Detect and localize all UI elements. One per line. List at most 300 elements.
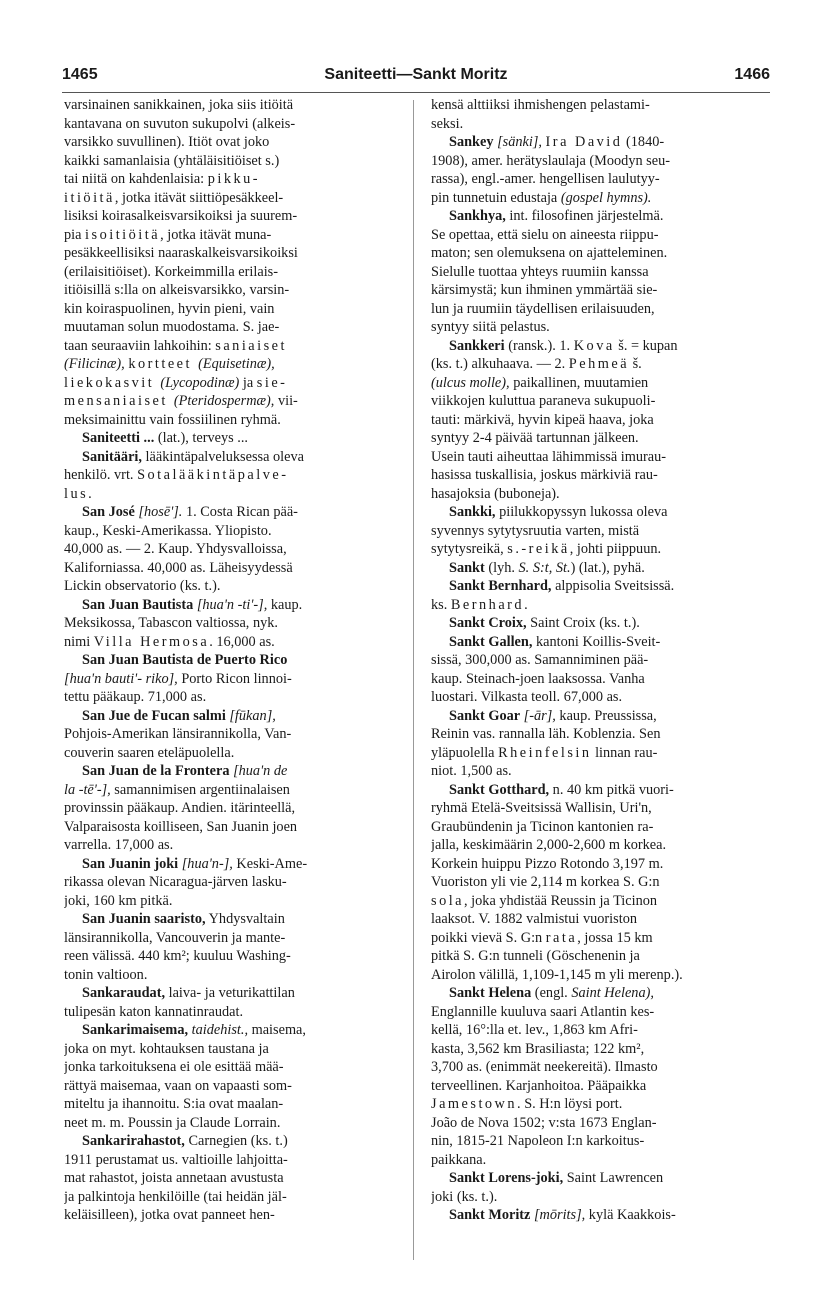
text-segment: neet m. m. Poussin ja Claude Lorrain. xyxy=(64,1114,281,1131)
text-segment: hasajoksia (buboneja). xyxy=(431,485,560,502)
text-segment: [hua'n-], xyxy=(178,855,233,872)
text-segment: kylä Kaakkois- xyxy=(585,1207,676,1223)
text-line xyxy=(431,96,765,115)
text-segment: taan seuraaviin lahkoihin: xyxy=(64,337,216,354)
text-segment: tauti: märkivä, hyvin kipeä haava, joka xyxy=(431,411,654,428)
text-segment: varsinainen sanikkainen, joka siis itiöitä xyxy=(64,97,294,113)
text-segment: rikassa olevan Nicaragua-järven lasku- xyxy=(64,874,287,890)
text-line xyxy=(64,392,398,411)
text-segment: keläisilleen), jotka ovat panneet hen- xyxy=(64,1207,275,1223)
text-line xyxy=(64,688,398,707)
text-line xyxy=(64,1169,398,1188)
page-number-right: 1466 xyxy=(734,66,770,83)
text-segment: Sielulle tuottaa yhteys ruumiin kanssa xyxy=(431,263,649,280)
text-segment: luostari. Vilkasta teoll. 67,000 as. xyxy=(431,689,623,705)
text-segment: varrella. 17,000 as. xyxy=(64,837,174,853)
text-line xyxy=(431,725,765,744)
text-segment: vii- xyxy=(274,393,298,409)
text-line xyxy=(64,1151,398,1170)
text-segment: 40,000 as. — 2. Kaup. Yhdysvalloissa, xyxy=(64,541,287,557)
text-line xyxy=(64,818,398,837)
entry-headword: San Juanin joki xyxy=(82,855,179,872)
text-segment: tulipesän katon kannatinraudat. xyxy=(64,1003,244,1020)
text-line xyxy=(431,1206,765,1225)
text-line xyxy=(64,762,398,781)
text-segment: paikallinen, muutamien xyxy=(509,374,649,391)
text-line xyxy=(64,448,398,467)
text-line xyxy=(431,207,765,226)
text-line xyxy=(64,485,398,504)
text-line xyxy=(431,1077,765,1096)
text-line xyxy=(431,374,765,393)
text-line xyxy=(431,892,765,911)
text-line xyxy=(64,781,398,800)
text-line xyxy=(64,799,398,818)
text-line xyxy=(64,966,398,985)
entry-headword: Sankt Moritz xyxy=(449,1207,531,1223)
text-segment: [mōrits], xyxy=(530,1207,586,1223)
entry-headword: Sankt Gotthard, xyxy=(449,781,550,798)
text-segment: Vuoriston yli vie 2,114 m korkea S. G:n xyxy=(431,874,660,890)
text-segment: lus. xyxy=(64,485,95,502)
text-line xyxy=(431,300,765,319)
text-line xyxy=(64,1021,398,1040)
text-line xyxy=(64,1077,398,1096)
text-segment: couverin saaren eteläpuolella. xyxy=(64,744,235,761)
text-line xyxy=(64,577,398,596)
text-segment: nin, 1815-21 Napoleon I:n karkoitus- xyxy=(431,1133,645,1149)
text-line xyxy=(64,207,398,226)
text-segment: , jotka itävät muna- xyxy=(160,226,272,243)
entry-headword: Sankt Gallen, xyxy=(449,633,533,650)
text-segment: maton; sen olemuksena on ajatteleminen. xyxy=(431,245,668,261)
text-line xyxy=(431,947,765,966)
text-segment: Ira David xyxy=(545,134,623,150)
text-segment: Yhdysvaltain xyxy=(205,911,285,927)
text-segment: Keski-Ame- xyxy=(232,855,308,872)
text-segment: provinssin pääkaup. Andien. itärinteellä, xyxy=(64,800,296,816)
text-line xyxy=(431,1132,765,1151)
text-segment: . 16,000 as. xyxy=(209,633,275,650)
text-line xyxy=(64,355,398,374)
text-line xyxy=(431,318,765,337)
text-segment: [hua'n de xyxy=(229,763,288,779)
text-line xyxy=(431,152,765,171)
text-segment: , joka yhdistää Reussin ja Ticinon xyxy=(464,892,658,909)
text-segment: Rheinfelsin xyxy=(498,744,592,761)
text-line xyxy=(431,1169,765,1188)
text-segment: kellä, 16°:lla et. lev., 1,863 km Afri- xyxy=(431,1022,638,1038)
text-segment: Reinin vas. rannalla läh. Koblenzia. Sen xyxy=(431,726,661,742)
text-segment: saniaiset xyxy=(215,337,287,354)
text-segment: Kaliforniassa. 40,000 as. Läheisyydessä xyxy=(64,559,293,576)
text-line xyxy=(431,744,765,763)
text-segment: kasta, 3,562 km Brasiliasta; 122 km², xyxy=(431,1040,645,1057)
text-line xyxy=(431,984,765,1003)
text-line xyxy=(431,355,765,374)
text-segment: [hua'n bauti'- riko], xyxy=(64,670,178,687)
text-segment: lisiksi koirasalkeisvarsikoiksi ja suurem- xyxy=(64,208,298,224)
text-line xyxy=(64,633,398,652)
text-line xyxy=(431,1114,765,1133)
text-line xyxy=(64,855,398,874)
text-segment: miteltu ja ihannoitu. S:ia ovat maalan- xyxy=(64,1096,284,1112)
text-line xyxy=(64,337,398,356)
text-segment: (gospel hymns). xyxy=(560,189,652,206)
text-segment: s.-reikä xyxy=(507,541,570,557)
text-line xyxy=(431,226,765,245)
text-line xyxy=(64,559,398,578)
text-line xyxy=(431,670,765,689)
text-segment: Pehmeä xyxy=(568,356,630,372)
text-segment: maisema, xyxy=(248,1022,306,1038)
text-line xyxy=(431,781,765,800)
text-segment: ) (lat.), pyhä. xyxy=(570,559,645,576)
entry-headword: San José xyxy=(82,504,135,520)
text-line xyxy=(64,1132,398,1151)
text-line xyxy=(431,707,765,726)
text-line xyxy=(431,244,765,263)
text-line xyxy=(431,485,765,504)
text-segment: [sänki], xyxy=(493,134,542,150)
text-line xyxy=(431,1151,765,1170)
text-segment: liekokasvit xyxy=(64,374,161,391)
text-segment: syvennys sytytysruutia varten, mistä xyxy=(431,522,640,539)
text-segment: varsikko suvullinen). Itiöt ovat joko xyxy=(64,134,270,150)
text-line xyxy=(64,226,398,245)
text-line xyxy=(431,392,765,411)
text-line xyxy=(431,688,765,707)
text-segment: Lickin observatorio (ks. t.). xyxy=(64,578,221,594)
text-segment: [fūkan], xyxy=(225,707,276,724)
text-segment: , jotka itävät siittiöpesäkkeel- xyxy=(114,189,284,206)
text-line xyxy=(431,1003,765,1022)
text-segment: Airolon välillä, 1,109-1,145 m yli merenp.). xyxy=(431,966,683,983)
text-line xyxy=(431,1188,765,1207)
text-line xyxy=(64,929,398,948)
text-segment: , johti piippuun. xyxy=(569,541,662,557)
text-line xyxy=(431,522,765,541)
text-segment: jonka tarkoituksena ei ole esittää mää- xyxy=(64,1059,284,1075)
entry-headword: Sankaraudat, xyxy=(82,985,166,1001)
text-line xyxy=(64,411,398,430)
text-segment: João de Nova 1502; v:sta 1673 Englan- xyxy=(431,1114,657,1131)
text-segment: (Lycopodinæ) xyxy=(160,374,240,391)
text-segment: š. xyxy=(629,356,642,372)
text-segment: (ks. t.) alkuhaava. — 2. xyxy=(431,356,569,372)
text-segment: Bernhard xyxy=(450,596,525,613)
text-line xyxy=(431,337,765,356)
text-segment: joki, 160 km pitkä. xyxy=(64,892,173,909)
text-line xyxy=(64,300,398,319)
text-line xyxy=(431,559,765,578)
text-line xyxy=(431,1058,765,1077)
text-segment: lun ja ruumiin täydellisen erilaisuuden, xyxy=(431,300,655,317)
entry-headword: Sankey xyxy=(449,134,494,150)
text-segment: sissä, 300,000 as. Samanniminen pää- xyxy=(431,652,649,668)
text-segment: alppisolia Sveitsissä. xyxy=(551,578,675,594)
text-line xyxy=(431,540,765,559)
text-segment: laiva- ja veturikattilan xyxy=(165,985,295,1001)
text-segment: pin tunnetuin edustaja xyxy=(431,189,561,206)
text-segment: Se opettaa, että sielu on aineesta riippu- xyxy=(431,226,659,243)
text-segment: tonin valtioon. xyxy=(64,966,148,983)
text-line xyxy=(431,873,765,892)
text-line xyxy=(64,873,398,892)
entry-headword: San Jue de Fucan salmi xyxy=(82,707,226,724)
text-line xyxy=(64,429,398,448)
text-line xyxy=(64,651,398,670)
text-segment: ja xyxy=(239,374,257,391)
text-segment: Carnegien (ks. t.) xyxy=(184,1133,288,1149)
text-segment: rata xyxy=(545,929,578,946)
text-segment: tai niitä on kahdenlaisia: xyxy=(64,171,208,187)
text-segment: n. 40 km pitkä vuori- xyxy=(549,781,674,798)
text-segment: paikkana. xyxy=(431,1151,487,1168)
text-segment: rassa), engl.-amer. hengellisen laulutyy- xyxy=(431,171,660,187)
text-line xyxy=(431,189,765,208)
text-line xyxy=(64,152,398,171)
text-segment: seksi. xyxy=(431,115,464,132)
entry-headword: Sankt Goar xyxy=(449,707,521,724)
text-line xyxy=(64,96,398,115)
text-segment: linnan rau- xyxy=(591,744,658,761)
left-column xyxy=(64,96,398,1225)
text-segment: (1840- xyxy=(622,134,665,150)
text-segment: S. S:t, St. xyxy=(518,559,571,576)
text-segment: pikku- xyxy=(207,171,261,187)
running-header xyxy=(62,66,770,90)
text-line xyxy=(431,836,765,855)
text-line xyxy=(431,503,765,522)
text-segment: [-ār], xyxy=(520,707,556,724)
text-line xyxy=(64,1058,398,1077)
entry-headword: Sanitääri, xyxy=(82,448,142,465)
entry-headword: San Juan Bautista de Puerto Rico xyxy=(82,652,288,668)
text-segment: (Filicinæ), xyxy=(64,356,129,372)
entry-headword: San Juan Bautista xyxy=(82,596,194,613)
text-line xyxy=(431,799,765,818)
text-line xyxy=(64,836,398,855)
text-line xyxy=(431,466,765,485)
text-segment: joki (ks. t.). xyxy=(431,1188,498,1205)
text-segment: jalla, keskimäärin 2,000-2,600 m korkea. xyxy=(431,837,667,853)
text-segment: (ulcus molle), xyxy=(431,374,510,391)
text-segment: mensaniaiset xyxy=(64,393,174,409)
text-segment: . S. H:n löysi port. xyxy=(517,1096,623,1112)
text-line xyxy=(64,892,398,911)
text-segment: ks. xyxy=(431,596,451,613)
text-segment: Saint Lawrencen xyxy=(563,1170,664,1186)
text-segment: viikkojen kuluttua paraneva sukupuoli- xyxy=(431,393,656,409)
text-segment: 3,700 as. (enimmät neekereitä). Ilmasto xyxy=(431,1059,658,1075)
text-segment: pia xyxy=(64,226,86,243)
text-segment: isoitiöitä xyxy=(85,226,161,243)
text-line xyxy=(431,281,765,300)
text-line xyxy=(64,281,398,300)
text-segment: terveellinen. Karjanhoitoa. Pääpaikka xyxy=(431,1077,647,1094)
text-line xyxy=(64,1095,398,1114)
right-column xyxy=(431,96,765,1225)
text-line xyxy=(431,1095,765,1114)
text-segment: yläpuolella xyxy=(431,744,499,761)
text-line xyxy=(64,614,398,633)
text-segment: kaup., Keski-Amerikassa. Yliopisto. xyxy=(64,522,272,539)
text-line xyxy=(64,244,398,263)
text-segment: š. = kupan xyxy=(614,337,678,354)
entry-headword: Sankkeri xyxy=(449,337,505,354)
text-segment: laaksot. V. 1882 valmistui vuoriston xyxy=(431,911,637,927)
text-line xyxy=(64,1003,398,1022)
header-rule xyxy=(62,92,770,93)
text-line xyxy=(431,429,765,448)
text-line xyxy=(64,133,398,152)
text-segment: syntyy siitä pelastus. xyxy=(431,319,550,335)
text-segment: ja palkintoja henkilöille (tai heidän jäl- xyxy=(64,1188,287,1205)
text-segment: Pohjois-Amerikan länsirannikolla, Van- xyxy=(64,726,292,742)
text-segment: Jamestown xyxy=(431,1096,518,1112)
text-segment: kensä alttiiksi ihmishengen pelastami- xyxy=(431,97,650,113)
entry-headword: Sankt Bernhard, xyxy=(449,578,552,594)
text-line xyxy=(431,596,765,615)
text-line xyxy=(64,189,398,208)
text-segment: sytytysreikä, xyxy=(431,541,508,557)
text-line xyxy=(431,929,765,948)
entry-headword: Sankt Helena xyxy=(449,985,532,1001)
text-line xyxy=(431,855,765,874)
text-segment: Englannille kuuluva saari Atlantin kes- xyxy=(431,1003,655,1020)
text-line xyxy=(64,984,398,1003)
text-segment: reen välissä. 440 km²; kuuluu Washing- xyxy=(64,948,291,964)
text-segment: poikki vievä S. G:n xyxy=(431,929,546,946)
text-segment: pesäkkeellisiksi naaraskalkeisvarsikoiksi xyxy=(64,245,298,261)
text-segment: kaup. Preussissa, xyxy=(555,707,657,724)
text-line xyxy=(64,1188,398,1207)
text-segment: Korkein huippu Pizzo Rotondo 3,197 m. xyxy=(431,855,664,872)
text-segment: (engl. xyxy=(531,985,572,1001)
text-line xyxy=(64,670,398,689)
text-segment: (lyh. xyxy=(484,559,519,576)
text-segment: int. filosofinen järjestelmä. xyxy=(505,208,664,224)
text-segment: ryhmä Etelä-Sveitsissä Wallisin, Uri'n, xyxy=(431,800,652,816)
text-line xyxy=(431,651,765,670)
text-segment: (Equisetinæ), xyxy=(198,356,275,372)
text-segment: Valparaisosta koilliseen, San Juanin joen xyxy=(64,818,298,835)
text-segment: meksimainittu vain fossiilinen ryhmä. xyxy=(64,411,281,428)
text-line xyxy=(64,115,398,134)
text-line xyxy=(64,466,398,485)
text-line xyxy=(64,1040,398,1059)
text-line xyxy=(64,910,398,929)
text-line xyxy=(64,503,398,522)
text-line xyxy=(431,614,765,633)
text-segment: Saint Helena), xyxy=(571,985,654,1001)
text-line xyxy=(64,947,398,966)
text-segment: kantoni Koillis-Sveit- xyxy=(532,633,661,650)
text-line xyxy=(431,1040,765,1059)
entry-headword: San Juanin saaristo, xyxy=(82,911,206,927)
text-line xyxy=(431,133,765,152)
text-line xyxy=(64,707,398,726)
text-segment: Porto Ricon linnoi- xyxy=(177,670,292,687)
text-segment: syntyy 2-4 päivää tartunnan jälkeen. xyxy=(431,430,639,446)
text-segment: Villa Hermosa xyxy=(93,633,210,650)
entry-headword: Sankt Lorens-joki, xyxy=(449,1170,564,1186)
text-segment: la -tē'-], xyxy=(64,781,111,798)
text-line xyxy=(431,762,765,781)
text-segment: 1. Costa Rican pää- xyxy=(185,504,298,520)
text-segment: (erilaisitiöiset). Korkeimmilla erilais- xyxy=(64,263,278,280)
text-segment: Graubündenin ja Ticinon kantonien ra- xyxy=(431,818,654,835)
text-segment: joka on myt. kohtauksen taustana ja xyxy=(64,1040,269,1057)
entry-headword: Sankarimaisema, xyxy=(82,1022,189,1038)
text-segment: Kova xyxy=(573,337,615,354)
text-segment: kortteet xyxy=(128,356,199,372)
text-line xyxy=(64,263,398,282)
text-segment: taidehist., xyxy=(188,1022,249,1038)
text-line xyxy=(64,744,398,763)
text-segment: (ransk.). 1. xyxy=(504,337,574,354)
text-segment: mat rahastot, joista annetaan avustusta xyxy=(64,1170,284,1186)
text-segment: (Pteridospermæ), xyxy=(173,393,275,409)
text-line xyxy=(64,374,398,393)
text-line xyxy=(64,725,398,744)
text-segment: itiöitä xyxy=(64,189,115,206)
text-line xyxy=(64,170,398,189)
text-line xyxy=(431,170,765,189)
text-line xyxy=(64,1206,398,1225)
text-line xyxy=(431,448,765,467)
entry-headword: Saniteetti ... xyxy=(82,430,155,446)
text-segment: [hosē']. xyxy=(134,504,186,520)
text-segment: Usein tauti aiheuttaa lähimmissä imurau- xyxy=(431,448,667,465)
text-line xyxy=(431,1021,765,1040)
text-segment: lääkintäpalveluksessa oleva xyxy=(141,448,304,465)
text-segment: kin koiraspuolinen, hyvin pieni, vain xyxy=(64,300,275,317)
column-divider xyxy=(413,100,414,1260)
text-segment: Saint Croix (ks. t.). xyxy=(526,615,640,631)
text-line xyxy=(431,115,765,134)
text-segment: piilukkopyssyn lukossa oleva xyxy=(495,504,668,520)
entry-headword: San Juan de la Frontera xyxy=(82,763,230,779)
text-line xyxy=(431,966,765,985)
text-segment: sie- xyxy=(256,374,288,391)
text-line xyxy=(431,263,765,282)
text-segment: , jossa 15 km xyxy=(577,929,653,946)
text-segment: 1911 perustamat us. valtioille lahjoitta- xyxy=(64,1151,288,1168)
text-segment: kaup. xyxy=(267,596,303,613)
entry-headword: Sankhya, xyxy=(449,208,506,224)
text-line xyxy=(64,1114,398,1133)
text-segment: 1908), amer. herätyslaulaja (Moodyn seu- xyxy=(431,152,671,169)
text-line xyxy=(64,318,398,337)
text-segment: samannimisen argentiinalaisen xyxy=(110,781,290,798)
text-segment: tettu pääkaup. 71,000 as. xyxy=(64,689,207,705)
entry-headword: Sankarirahastot, xyxy=(82,1133,185,1149)
text-segment: Sotalääkintäpalve- xyxy=(137,467,289,483)
text-line xyxy=(64,596,398,615)
text-segment: kaup. Steinach-joen laaksossa. Vanha xyxy=(431,670,645,687)
text-segment: sola xyxy=(431,892,465,909)
entry-headword: Sankt xyxy=(449,559,485,576)
text-line xyxy=(64,540,398,559)
entry-headword: Sankt Croix, xyxy=(449,615,527,631)
text-segment: [hua'n -ti'-], xyxy=(193,596,268,613)
entry-headword: Sankki, xyxy=(449,504,496,520)
text-line xyxy=(64,522,398,541)
text-segment: rättyä maisemaa, vaan on vapaasti som- xyxy=(64,1077,292,1094)
text-segment: hasissa tuskallisia, joskus märkiviä rau- xyxy=(431,467,658,483)
